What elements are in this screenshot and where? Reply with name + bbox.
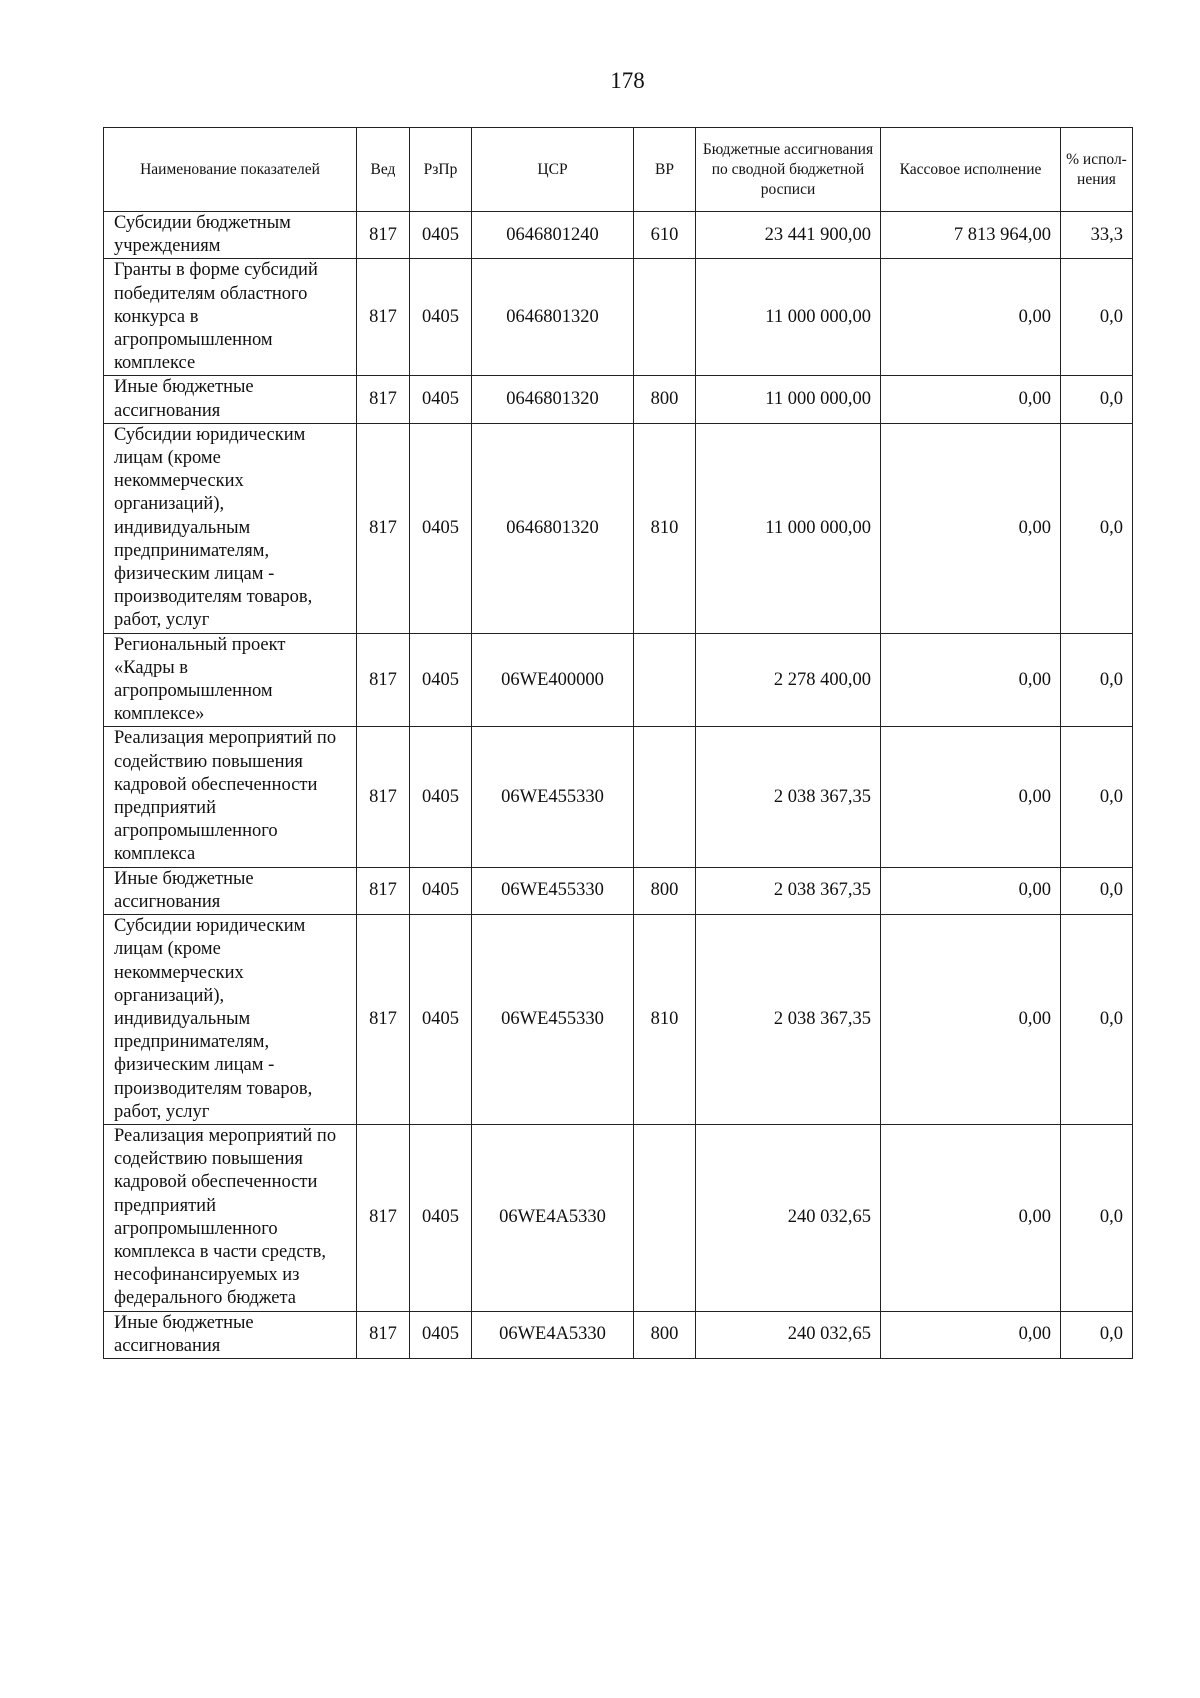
cell-ved: 817 [357,376,410,423]
cell-name: Региональный проект «Кадры в агропромышленном комплексе» [104,633,357,727]
cell-csr: 06WE455330 [472,867,634,914]
cell-percent: 0,0 [1061,1311,1133,1358]
cell-ved: 817 [357,1124,410,1311]
table-row [104,915,1133,1125]
cell-vr: 810 [634,423,696,633]
cell-ved: 817 [357,423,410,633]
cell-name: Иные бюджетные ассигнования [104,1311,357,1358]
cell-vr: 800 [634,376,696,423]
cell-ved: 817 [357,633,410,727]
cell-csr: 06WE4A5330 [472,1311,634,1358]
cell-rzpr: 0405 [410,867,472,914]
cell-percent: 0,0 [1061,376,1133,423]
cell-vr: 610 [634,212,696,259]
table-row [104,212,1133,259]
cell-percent: 0,0 [1061,915,1133,1125]
table-row [104,727,1133,867]
cell-percent: 0,0 [1061,1124,1133,1311]
cell-rzpr: 0405 [410,915,472,1125]
page-number: 178 [610,68,645,93]
cell-allocations: 11 000 000,00 [696,259,881,376]
cell-rzpr: 0405 [410,1311,472,1358]
cell-csr: 0646801240 [472,212,634,259]
budget-execution-table [103,127,1133,1359]
cell-rzpr: 0405 [410,259,472,376]
cell-ved: 817 [357,727,410,867]
header-percent: % испол-нения [1061,128,1133,212]
cell-allocations: 2 038 367,35 [696,867,881,914]
cell-csr: 0646801320 [472,423,634,633]
cell-name: Иные бюджетные ассигнования [104,376,357,423]
cell-name: Субсидии юридическим лицам (кроме некоммерческих организаций), индивидуальным предпринимателям, физическим лицам - производителям товаров, работ, услуг [104,423,357,633]
cell-vr [634,1124,696,1311]
cell-ved: 817 [357,915,410,1125]
cell-cash-execution: 0,00 [881,259,1061,376]
cell-percent: 0,0 [1061,633,1133,727]
cell-percent: 33,3 [1061,212,1133,259]
cell-name: Иные бюджетные ассигнования [104,867,357,914]
cell-vr: 800 [634,1311,696,1358]
cell-cash-execution: 0,00 [881,376,1061,423]
cell-rzpr: 0405 [410,633,472,727]
header-cash-execution: Кассовое исполнение [881,128,1061,212]
cell-cash-execution: 0,00 [881,915,1061,1125]
table-header-row [104,128,1133,212]
header-name: Наименование показателей [104,128,357,212]
cell-name: Гранты в форме субсидий победителям областного конкурса в агропромышленном комплексе [104,259,357,376]
cell-name: Реализация мероприятий по содействию повышения кадровой обеспеченности предприятий агропромышленного комплекса [104,727,357,867]
header-ved: Вед [357,128,410,212]
cell-rzpr: 0405 [410,1124,472,1311]
cell-allocations: 11 000 000,00 [696,423,881,633]
cell-vr [634,633,696,727]
cell-allocations: 23 441 900,00 [696,212,881,259]
cell-name: Реализация мероприятий по содействию повышения кадровой обеспеченности предприятий агропромышленного комплекса в части средств, несофинансируемых из федерального бюджета [104,1124,357,1311]
cell-percent: 0,0 [1061,867,1133,914]
cell-cash-execution: 0,00 [881,633,1061,727]
cell-allocations: 240 032,65 [696,1124,881,1311]
header-csr: ЦСР [472,128,634,212]
cell-vr [634,727,696,867]
cell-vr [634,259,696,376]
cell-cash-execution: 0,00 [881,423,1061,633]
table-row [104,867,1133,914]
cell-percent: 0,0 [1061,423,1133,633]
cell-csr: 0646801320 [472,259,634,376]
cell-csr: 0646801320 [472,376,634,423]
cell-rzpr: 0405 [410,212,472,259]
cell-allocations: 240 032,65 [696,1311,881,1358]
cell-rzpr: 0405 [410,423,472,633]
cell-cash-execution: 0,00 [881,1124,1061,1311]
cell-rzpr: 0405 [410,376,472,423]
cell-csr: 06WE400000 [472,633,634,727]
cell-allocations: 2 278 400,00 [696,633,881,727]
cell-percent: 0,0 [1061,727,1133,867]
table-row [104,259,1133,376]
header-vr: ВР [634,128,696,212]
cell-allocations: 2 038 367,35 [696,727,881,867]
cell-csr: 06WE455330 [472,915,634,1125]
cell-cash-execution: 0,00 [881,1311,1061,1358]
cell-percent: 0,0 [1061,259,1133,376]
cell-rzpr: 0405 [410,727,472,867]
cell-vr: 800 [634,867,696,914]
table-row [104,1124,1133,1311]
cell-cash-execution: 0,00 [881,727,1061,867]
header-allocations: Бюджетные ассигнования по сводной бюджетной росписи [696,128,881,212]
cell-cash-execution: 7 813 964,00 [881,212,1061,259]
cell-ved: 817 [357,259,410,376]
cell-vr: 810 [634,915,696,1125]
cell-name: Субсидии юридическим лицам (кроме некоммерческих организаций), индивидуальным предпринимателям, физическим лицам - производителям товаров, работ, услуг [104,915,357,1125]
cell-csr: 06WE4A5330 [472,1124,634,1311]
header-rzpr: РзПр [410,128,472,212]
cell-csr: 06WE455330 [472,727,634,867]
cell-allocations: 11 000 000,00 [696,376,881,423]
cell-ved: 817 [357,1311,410,1358]
cell-name: Субсидии бюджетным учреждениям [104,212,357,259]
table-row [104,1311,1133,1358]
table-row [104,633,1133,727]
table-row [104,376,1133,423]
table-row [104,423,1133,633]
cell-ved: 817 [357,867,410,914]
cell-cash-execution: 0,00 [881,867,1061,914]
cell-ved: 817 [357,212,410,259]
cell-allocations: 2 038 367,35 [696,915,881,1125]
